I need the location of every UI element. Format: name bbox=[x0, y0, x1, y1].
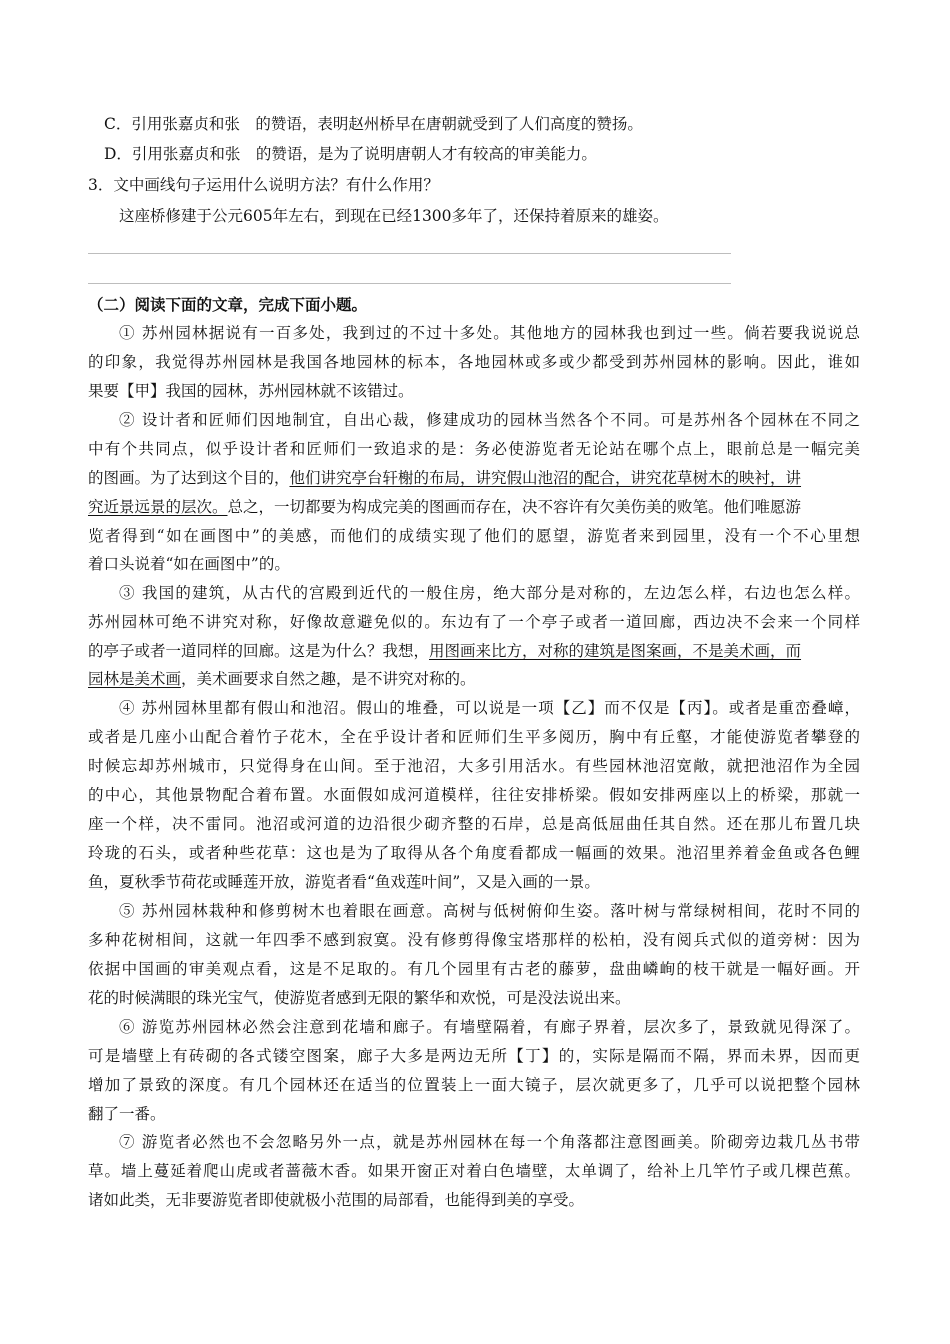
paragraph-5-line-1: ⑤ 苏州园林栽种和修剪树木也着眼在画意。高树与低树俯仰生姿。落叶树与常绿树相间，花时不同的 bbox=[119, 902, 860, 920]
paragraph-2-line-1: ② 设计者和匠师们因地制宜，自出心裁，修建成功的园林当然各个不同。可是苏州各个园林在不同之 bbox=[119, 411, 860, 429]
paragraph-2-line-5: 览者得到“如在画图中”的美感，而他们的成绩实现了他们的愿望，游览者来到园里，没有一个不心里想 bbox=[88, 527, 860, 545]
paragraph-6-line-2: 可是墙壁上有砖砌的各式镂空图案，廊子大多是两边无所【丁】的，实际是隔而不隔，界而未界，因而更 bbox=[88, 1047, 860, 1065]
paragraph-2-line-3 bbox=[88, 467, 801, 489]
paragraph-6-line-4: 翻了一番。 bbox=[88, 1105, 166, 1123]
paragraph-4-line-5: 座一个样，决不雷同。池沼或河道的边沿很少砌齐整的石岸，总是高低屈曲任其自然。还在那儿布置几块 bbox=[88, 815, 860, 833]
paragraph-4-line-4: 的中心，其他景物配合着布置。水面假如成河道模样，往往安排桥梁。假如安排两座以上的桥梁，那就一 bbox=[88, 786, 860, 804]
paragraph-5-line-4: 花的时候满眼的珠光宝气，使游览者感到无限的繁华和欢悦，可是没法说出来。 bbox=[88, 989, 631, 1007]
paragraph-3-line-4 bbox=[88, 668, 476, 690]
underlined-sentence-2a: 他们讲究亭台轩榭的布局，讲究假山池沼的配合，讲究花草树木的映衬，讲 bbox=[289, 469, 802, 487]
paragraph-2-line-3-plain: 的图画。为了达到这个目的， bbox=[88, 469, 290, 487]
paragraph-1-line-1: ① 苏州园林据说有一百多处，我到过的不过十多处。其他地方的园林我也到过一些。倘若要我说说总 bbox=[119, 324, 860, 342]
underlined-sentence-3b: 园林是美术画 bbox=[88, 670, 182, 688]
paragraph-7-line-3: 诸如此类，无非要游览者即使就极小范围的局部看，也能得到美的享受。 bbox=[88, 1191, 585, 1209]
paragraph-2-line-2: 中有个共同点，似乎设计者和匠师们一致追求的是：务必使游览者无论站在哪个点上，眼前总是一幅完美 bbox=[88, 440, 860, 458]
underlined-sentence-2b: 究近景远景的层次。 bbox=[88, 498, 228, 516]
paragraph-3-line-4-plain: ，美术画要求自然之趣，是不讲究对称的。 bbox=[181, 670, 476, 688]
paragraph-4-line-7: 鱼，夏秋季节荷花或睡莲开放，游览者看“鱼戏莲叶间”，又是入画的一景。 bbox=[88, 873, 600, 891]
section-2-title: （二）阅读下面的文章，完成下面小题。 bbox=[88, 296, 368, 314]
question-3-quote: 这座桥修建于公元605年左右，到现在已经1300多年了，还保持着原来的雄姿。 bbox=[119, 207, 669, 225]
paragraph-7-line-2: 草。墙上蔓延着爬山虎或者蔷薇木香。如果开窗正对着白色墙壁，太单调了，给补上几竿竹子或几棵芭蕉。 bbox=[88, 1162, 860, 1180]
paragraph-4-line-2: 或者是几座小山配合着竹子花木，全在乎设计者和匠师们生平多阅历，胸中有丘壑，才能使游览者攀登的 bbox=[88, 728, 860, 746]
paragraph-3-line-1: ③ 我国的建筑，从古代的宫殿到近代的一般住房，绝大部分是对称的，左边怎么样，右边也怎么样。 bbox=[119, 584, 860, 602]
paragraph-1-line-2: 的印象，我觉得苏州园林是我国各地园林的标本，各地园林或多或少都受到苏州园林的影响。因此，谁如 bbox=[88, 353, 860, 371]
paragraph-4-line-3: 时候忘却苏州城市，只觉得身在山间。至于池沼，大多引用活水。有些园林池沼宽敞，就把池沼作为全园 bbox=[88, 757, 860, 775]
paragraph-5-line-3: 依据中国画的审美观点看，这是不足取的。有几个园里有古老的藤萝，盘曲嶙峋的枝干就是一幅好画。开 bbox=[88, 960, 860, 978]
underlined-sentence-3a: 用图画来比方，对称的建筑是图案画，不是美术画，而 bbox=[429, 642, 802, 660]
paragraph-7-line-1: ⑦ 游览者必然也不会忽略另外一点，就是苏州园林在每一个角落都注意图画美。阶砌旁边栽几丛书带 bbox=[119, 1133, 860, 1151]
paragraph-5-line-2: 多种花树相间，这就一年四季不感到寂寞。没有修剪得像宝塔那样的松柏，没有阅兵式似的道旁树：因为 bbox=[88, 931, 860, 949]
paragraph-2-line-4 bbox=[88, 496, 801, 518]
answer-line-1 bbox=[88, 253, 731, 254]
paragraph-6-line-3: 增加了景致的深度。有几个园林还在适当的位置装上一面大镜子，层次就更多了，几乎可以说把整个园林 bbox=[88, 1076, 860, 1094]
question-3-prompt: 3．文中画线句子运用什么说明方法？有什么作用？ bbox=[88, 176, 439, 194]
answer-line-2 bbox=[88, 283, 731, 284]
paragraph-3-line-3-plain: 的亭子或者一道同样的回廊。这是为什么？我想， bbox=[88, 642, 430, 660]
paragraph-2-line-6: 着口头说着“如在画图中”的。 bbox=[88, 555, 290, 573]
paragraph-6-line-1: ⑥ 游览苏州园林必然会注意到花墙和廊子。有墙壁隔着，有廊子界着，层次多了，景致就见得深了。 bbox=[119, 1018, 860, 1036]
paragraph-4-line-6: 玲珑的石头，或者种些花草：这也是为了取得从各个角度看都成一幅画的效果。池沼里养着金鱼或各色鲤 bbox=[88, 844, 860, 862]
option-c: C．引用张嘉贞和张 的赞语，表明赵州桥早在唐朝就受到了人们高度的赞扬。 bbox=[104, 115, 643, 133]
paragraph-1-line-3: 果要【甲】我国的园林，苏州园林就不该错过。 bbox=[88, 382, 414, 400]
paragraph-3-line-3 bbox=[88, 640, 801, 662]
paragraph-4-line-1: ④ 苏州园林里都有假山和池沼。假山的堆叠，可以说是一项【乙】而不仅是【丙】。或者是重峦叠嶂， bbox=[119, 699, 860, 717]
paragraph-2-line-4-plain: 总之，一切都要为构成完美的图画而存在，决不容许有欠美伤美的败笔。他们唯愿游 bbox=[227, 498, 802, 516]
paragraph-3-line-2: 苏州园林可绝不讲究对称，好像故意避免似的。东边有了一个亭子或者一道回廊，西边决不会来一个同样 bbox=[88, 613, 860, 631]
option-d: D．引用张嘉贞和张 的赞语，是为了说明唐朝人才有较高的审美能力。 bbox=[104, 145, 597, 163]
